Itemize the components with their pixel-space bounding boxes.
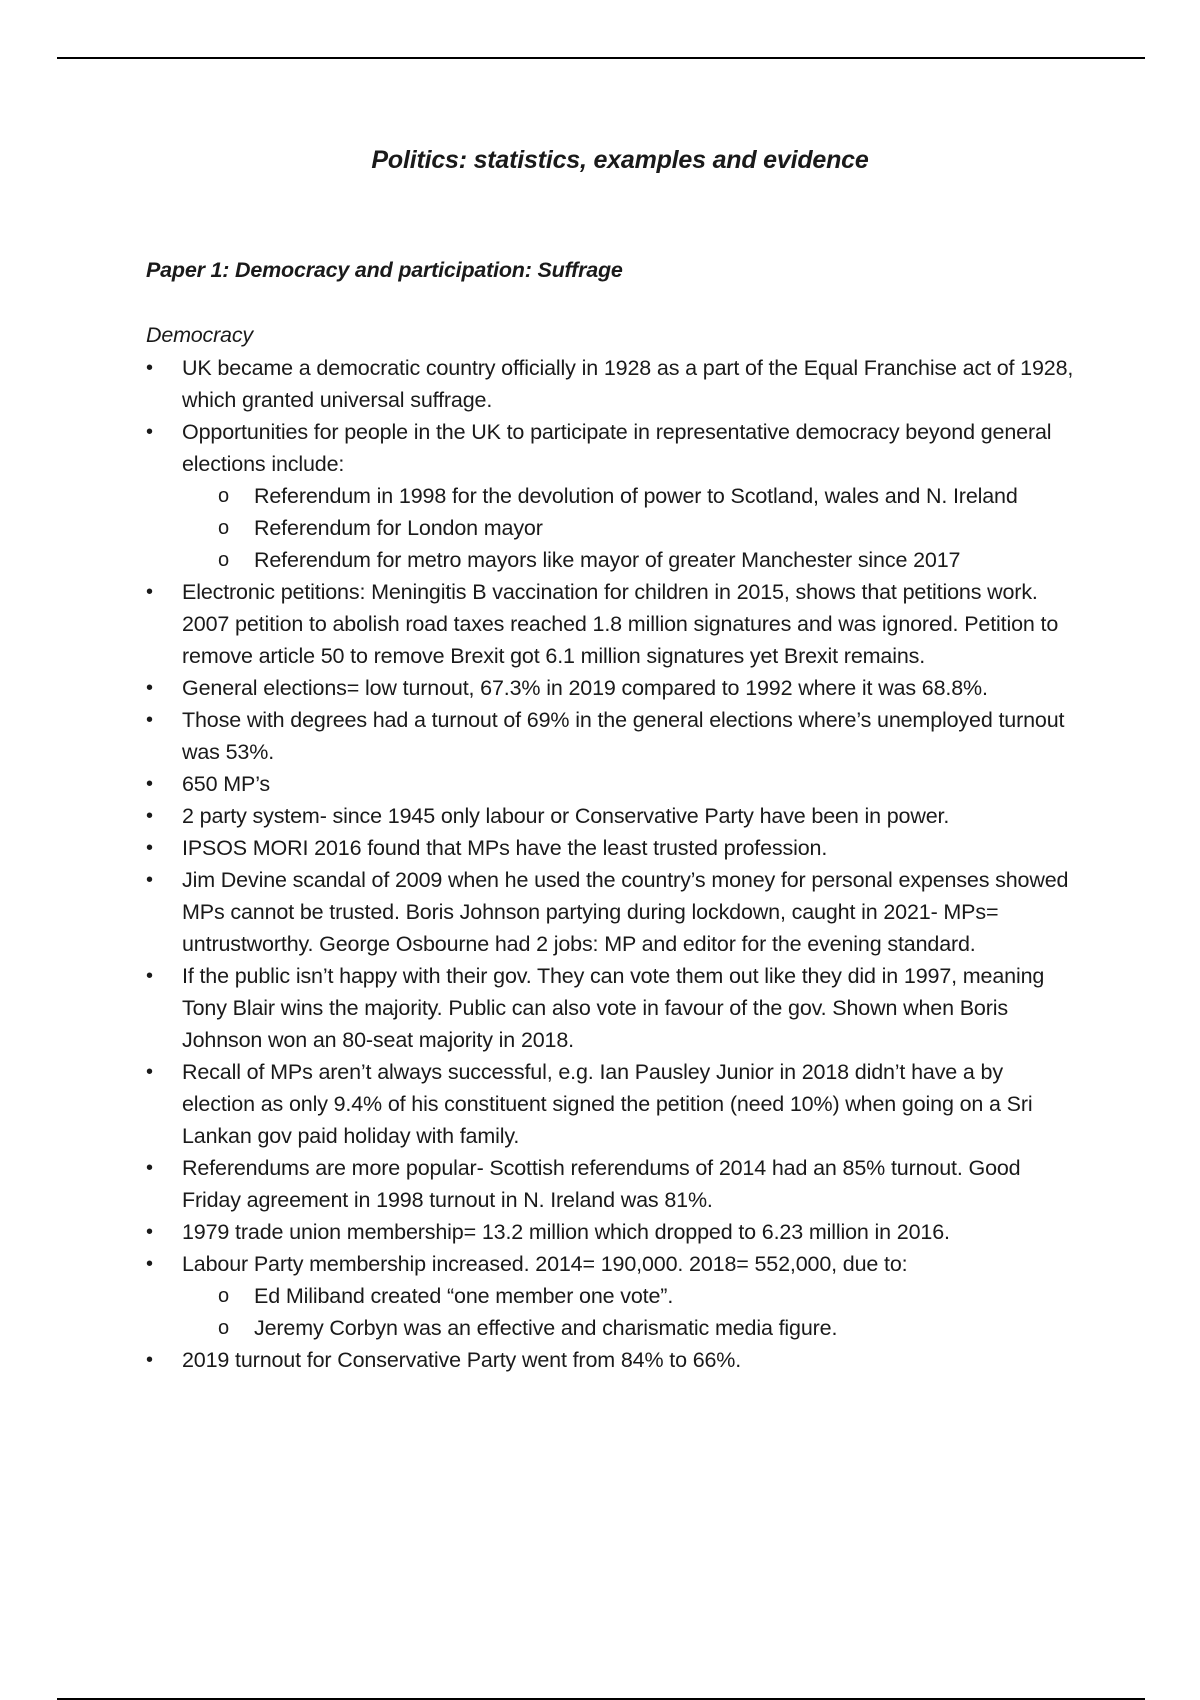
circle-bullet-icon: o <box>218 1285 229 1307</box>
sub-list-item <box>218 480 1076 512</box>
sub-list-item <box>218 544 1076 576</box>
bullet-icon: • <box>146 709 153 731</box>
bullet-icon: • <box>146 965 153 987</box>
bullet-icon: • <box>146 1221 153 1243</box>
democracy-bullet-list <box>146 352 1076 1376</box>
bullet-icon: • <box>146 1253 153 1275</box>
section-heading: Paper 1: Democracy and participation: Suffrage <box>146 258 623 282</box>
circle-bullet-icon: o <box>218 1317 229 1339</box>
list-item-text: 2019 turnout for Conservative Party went from 84% to 66%. <box>182 1348 742 1372</box>
sub-list-item-text: Referendum for London mayor <box>254 516 543 540</box>
list-item <box>146 800 1076 832</box>
list-item <box>146 352 1076 416</box>
list-item <box>146 1216 1076 1248</box>
bullet-icon: • <box>146 357 153 379</box>
list-item <box>146 1152 1076 1216</box>
bullet-icon: • <box>146 837 153 859</box>
list-item-text: Jim Devine scandal of 2009 when he used the country’s money for personal expenses showed MPs cannot be trusted. Boris Johnson partying during lockdown, caught in 2021- MPs= untrustworthy. George Osbourne had 2 jobs: MP and editor for the evening standard. <box>182 868 1069 956</box>
bullet-icon: • <box>146 805 153 827</box>
bullet-icon: • <box>146 869 153 891</box>
list-item-text: 650 MP’s <box>182 772 271 796</box>
document-title: Politics: statistics, examples and evidence <box>371 146 869 174</box>
list-item <box>146 672 1076 704</box>
top-rule <box>57 57 1145 59</box>
list-item <box>146 1248 1076 1344</box>
list-item-text: If the public isn’t happy with their gov. They can vote them out like they did in 1997, meaning Tony Blair wins the majority. Public can also vote in favour of the gov. Shown when Boris Johnson won an 80-seat majority in 2018. <box>182 964 1045 1052</box>
list-item <box>146 864 1076 960</box>
list-item-text: Recall of MPs aren’t always successful, e.g. Ian Pausley Junior in 2018 didn’t have a by election as only 9.4% of his constituent signed the petition (need 10%) when going on a Sri Lankan gov paid holiday with family. <box>182 1060 1033 1148</box>
sub-list <box>182 480 1076 576</box>
sub-list-item-text: Jeremy Corbyn was an effective and charismatic media figure. <box>254 1316 838 1340</box>
circle-bullet-icon: o <box>218 485 229 507</box>
sub-list-item-text: Referendum in 1998 for the devolution of power to Scotland, wales and N. Ireland <box>254 484 1018 508</box>
list-item-text: Opportunities for people in the UK to participate in representative democracy beyond general elections include: <box>182 420 1052 476</box>
bullet-icon: • <box>146 1349 153 1371</box>
bullet-icon: • <box>146 1157 153 1179</box>
list-item <box>146 960 1076 1056</box>
bullet-icon: • <box>146 773 153 795</box>
sub-list-item <box>218 1312 1076 1344</box>
bullet-icon: • <box>146 581 153 603</box>
list-item <box>146 832 1076 864</box>
sub-list-item <box>218 512 1076 544</box>
sub-list-item-text: Referendum for metro mayors like mayor of greater Manchester since 2017 <box>254 548 961 572</box>
circle-bullet-icon: o <box>218 549 229 571</box>
subheading-democracy: Democracy <box>146 323 253 347</box>
list-item-text: Those with degrees had a turnout of 69% in the general elections where’s unemployed turnout was 53%. <box>182 708 1065 764</box>
list-item <box>146 704 1076 768</box>
list-item-text: Labour Party membership increased. 2014= 190,000. 2018= 552,000, due to: <box>182 1252 908 1276</box>
list-item-text: UK became a democratic country officially in 1928 as a part of the Equal Franchise act of 1928, which granted universal suffrage. <box>182 356 1074 412</box>
list-item <box>146 416 1076 576</box>
list-item-text: Referendums are more popular- Scottish referendums of 2014 had an 85% turnout. Good Friday agreement in 1998 turnout in N. Ireland was 81%. <box>182 1156 1021 1212</box>
bullet-icon: • <box>146 421 153 443</box>
bullet-icon: • <box>146 677 153 699</box>
list-item <box>146 576 1076 672</box>
list-item <box>146 1056 1076 1152</box>
bullet-icon: • <box>146 1061 153 1083</box>
list-item-text: General elections= low turnout, 67.3% in 2019 compared to 1992 where it was 68.8%. <box>182 676 988 700</box>
circle-bullet-icon: o <box>218 517 229 539</box>
sub-list <box>182 1280 1076 1344</box>
list-item <box>146 1344 1076 1376</box>
sub-list-item-text: Ed Miliband created “one member one vote”. <box>254 1284 674 1308</box>
list-item-text: 2 party system- since 1945 only labour or Conservative Party have been in power. <box>182 804 950 828</box>
sub-list-item <box>218 1280 1076 1312</box>
list-item-text: Electronic petitions: Meningitis B vaccination for children in 2015, shows that petitions work. 2007 petition to abolish road taxes reached 1.8 million signatures and was ignored. Petition to remove article 50 to remove Brexit got 6.1 million signatures yet Brexit remains. <box>182 580 1059 668</box>
list-item <box>146 768 1076 800</box>
list-item-text: 1979 trade union membership= 13.2 million which dropped to 6.23 million in 2016. <box>182 1220 950 1244</box>
list-item-text: IPSOS MORI 2016 found that MPs have the least trusted profession. <box>182 836 828 860</box>
